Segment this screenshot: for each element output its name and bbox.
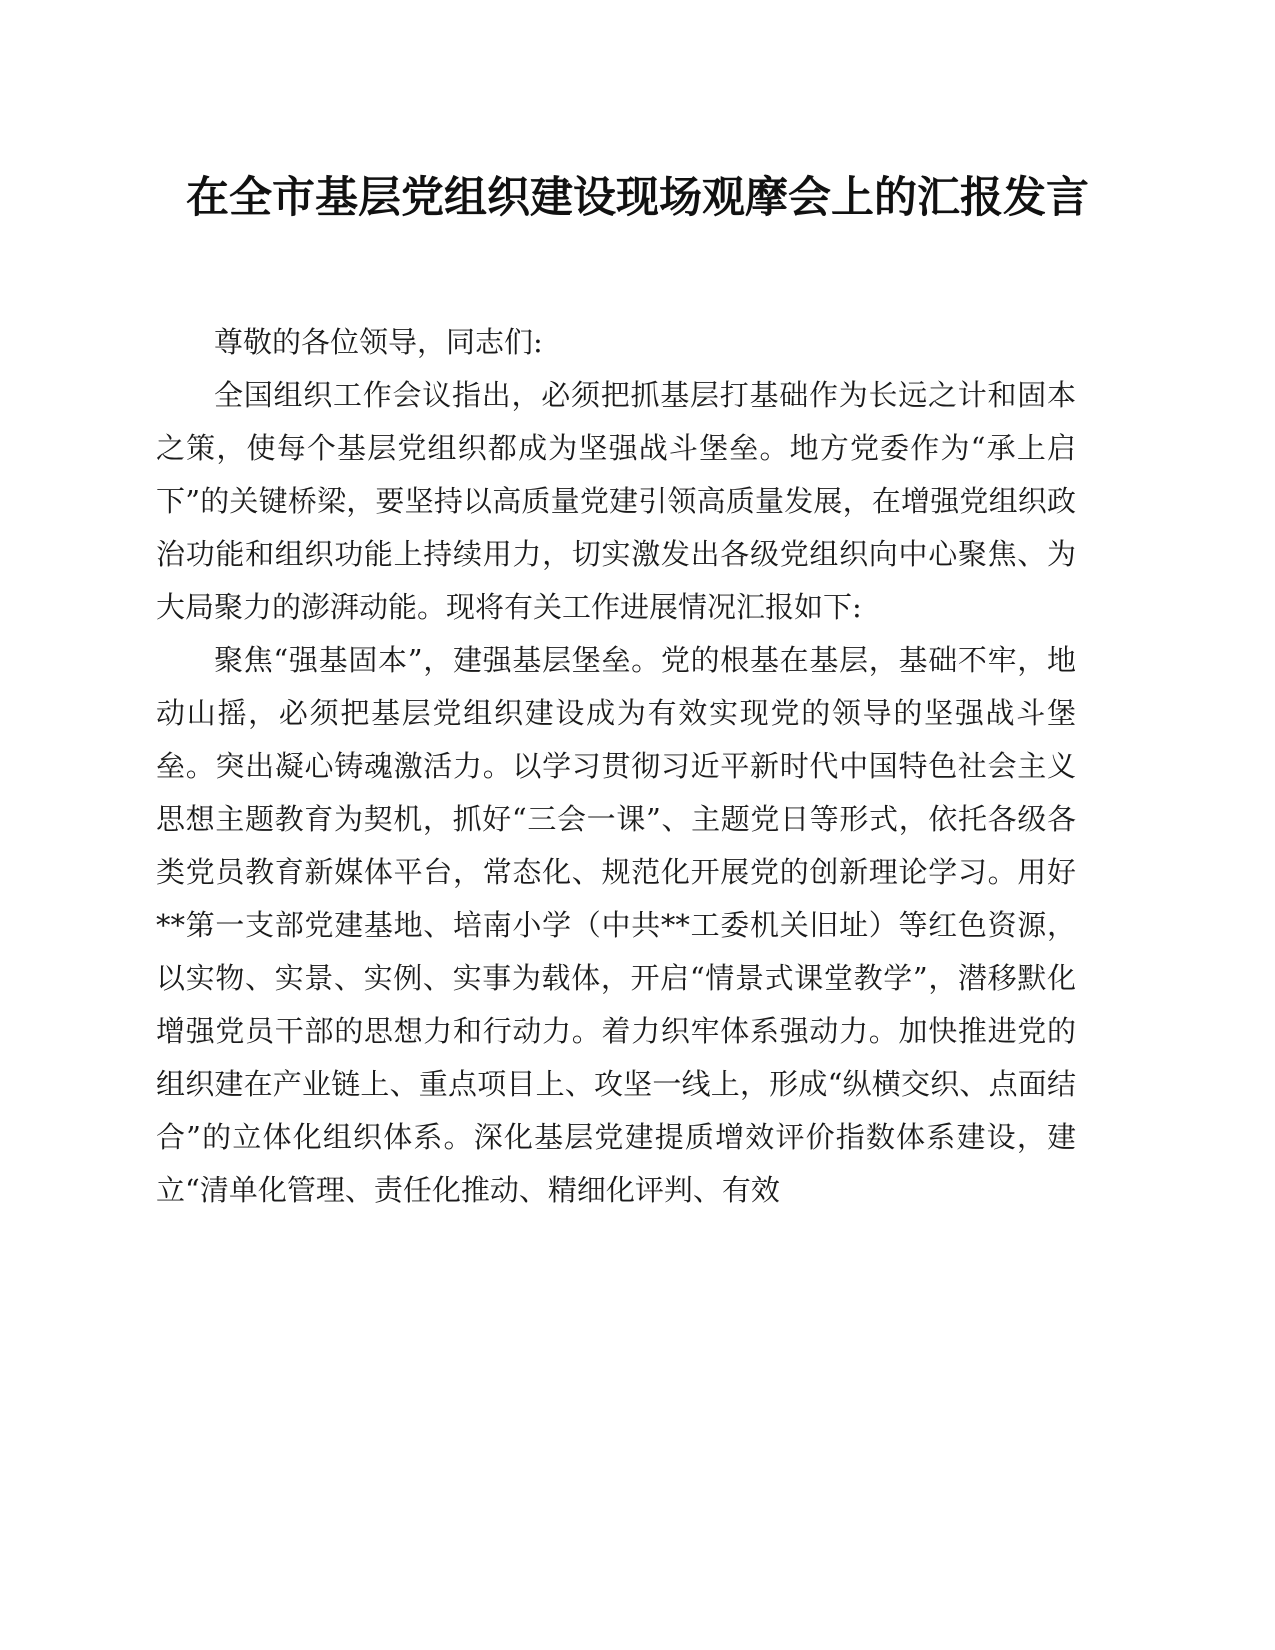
section-paragraph: 聚焦“强基固本”，建强基层堡垒。党的根基在基层，基础不牢，地动山摇，必须把基层党组织建设成为有效实现党的领导的坚强战斗堡垒。突出凝心铸魂激活力。以学习贯彻习近平新时代中国特色社会主义思想主题教育为契机，抓好“三会一课”、主题党日等形式，依托各级各类党员教育新媒体平台，常态化、规范化开展党的创新理论学习。用好**第一支部党建基地、培南小学（中共**工委机关旧址）等红色资源，以实物、实景、实例、实事为载体，开启“情景式课堂教学”，潜移默化增强党员干部的思想力和行动力。着力织牢体系强动力。加快推进党的组织建在产业链上、重点项目上、攻坚一线上，形成“纵横交织、点面结合”的立体化组织体系。深化基层党建提质增效评价指数体系建设，建立“清单化管理、责任化推动、精细化评判、有效 bbox=[156, 643, 1076, 1207]
intro-paragraph: 全国组织工作会议指出，必须把抓基层打基础作为长远之计和固本之策，使每个基层党组织都成为坚强战斗堡垒。地方党委作为“承上启下”的关键桥梁，要坚持以高质量党建引领高质量发展，在增强党组织政治功能和组织功能上持续用力，切实激发出各级党组织向中心聚焦、为大局聚力的澎湃动能。现将有关工作进展情况汇报如下: bbox=[156, 378, 1076, 624]
document-title: 在全市基层党组织建设现场观摩会上的汇报发言 bbox=[186, 173, 1089, 223]
document-body bbox=[156, 316, 1076, 1217]
salutation-paragraph: 尊敬的各位领导，同志们: bbox=[214, 325, 543, 359]
